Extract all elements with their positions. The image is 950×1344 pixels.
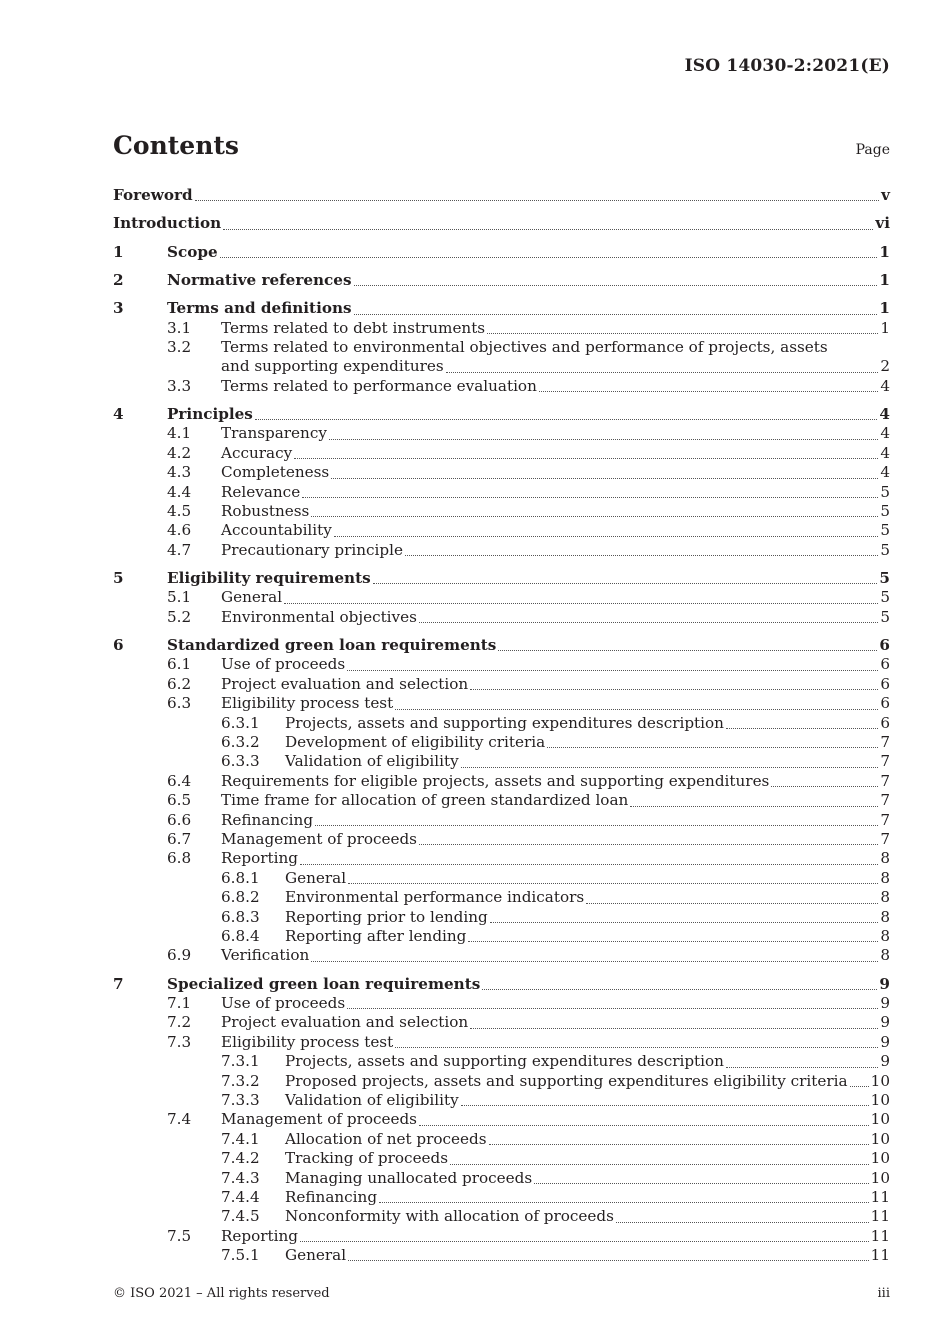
toc-entry-title: Eligibility process test — [221, 1032, 394, 1051]
toc-entry-page: 6 — [880, 713, 890, 732]
toc-entry-number: 6.5 — [167, 791, 192, 810]
dot-leader — [395, 709, 878, 710]
toc-entry-page: 1 — [879, 242, 890, 261]
toc-entry-number: 5.1 — [167, 588, 192, 607]
toc-entry-number: 7.3 — [167, 1032, 192, 1051]
dot-leader — [539, 391, 878, 392]
toc-entry-number: 7.2 — [167, 1013, 192, 1032]
toc-entry[interactable] — [113, 791, 890, 810]
toc-entry-title: Transparency — [221, 424, 327, 443]
toc-entry-number: 7.4 — [167, 1110, 192, 1129]
toc-entry-page: 9 — [880, 1032, 890, 1051]
toc-entry-number: 2 — [113, 270, 124, 289]
toc-entry-page: 7 — [880, 829, 890, 848]
toc-entry[interactable] — [113, 319, 890, 338]
toc-entry-title: Refinancing — [285, 1187, 378, 1206]
toc-entry-title: Reporting — [221, 1226, 299, 1245]
toc-entry-page: 11 — [870, 1207, 890, 1226]
toc-entry[interactable] — [113, 1227, 890, 1246]
toc-entry-title: Environmental objectives — [221, 607, 417, 626]
toc-entry-number: 4.4 — [167, 482, 192, 501]
toc-entry-title: Eligibility requirements — [167, 569, 371, 587]
toc-entry[interactable] — [113, 733, 890, 752]
toc-entry-title: Completeness — [221, 463, 330, 482]
toc-entry-number: 6.8.3 — [221, 907, 260, 926]
toc-entry[interactable] — [113, 811, 890, 830]
dot-leader — [850, 1086, 869, 1087]
toc-entry[interactable] — [113, 1169, 890, 1188]
toc-entry-title: Terms related to environmental objectives and performance of projects, assets — [221, 337, 828, 356]
dot-leader — [405, 555, 878, 556]
toc-entry[interactable] — [113, 869, 890, 888]
toc-entry-number: 6.1 — [167, 655, 192, 674]
dot-leader — [482, 989, 877, 990]
toc-entry[interactable] — [113, 483, 890, 502]
toc-entry-number: 7.4.4 — [221, 1187, 260, 1206]
toc-entry-page: 8 — [880, 868, 890, 887]
toc-entry[interactable] — [113, 1013, 890, 1032]
toc-entry-page: 8 — [880, 926, 890, 945]
toc-entry-title: General — [285, 1246, 347, 1265]
dot-leader — [489, 1144, 869, 1145]
toc-entry-title: Project evaluation and selection — [221, 674, 469, 693]
toc-entry-page: 1 — [879, 299, 890, 318]
toc-entry-page: 6 — [879, 636, 890, 655]
toc-entry[interactable] — [113, 502, 890, 521]
toc-entry-number: 7.3.3 — [221, 1090, 260, 1109]
toc-entry-page: vi — [875, 214, 890, 233]
dot-leader — [195, 200, 880, 201]
toc-entry-title: Principles — [167, 404, 253, 423]
toc-entry-page: 7 — [880, 771, 890, 790]
toc-entry-title: Nonconformity with allocation of proceeds — [285, 1207, 614, 1226]
toc-entry-number: 3.3 — [167, 376, 192, 395]
toc-entry-title: Reporting prior to lending — [285, 907, 488, 926]
dot-leader — [255, 419, 878, 420]
toc-entry-page: v — [881, 186, 890, 204]
toc-entry[interactable] — [113, 1246, 890, 1265]
toc-entry[interactable] — [113, 405, 890, 424]
toc-entry-title: Validation of eligibility — [285, 1090, 459, 1109]
toc-entry-page: 6 — [880, 674, 890, 693]
toc-entry-page: 7 — [880, 810, 890, 829]
toc-entry[interactable] — [113, 655, 890, 674]
toc-entry-title: Normative references — [167, 270, 352, 289]
toc-entry-title: General — [221, 588, 283, 607]
toc-entry-number: 4.3 — [167, 463, 192, 482]
toc-entry-page: 8 — [880, 888, 890, 907]
toc-entry-number: 6.8 — [167, 849, 192, 868]
toc-entry-title: Managing unallocated proceeds — [285, 1168, 533, 1187]
toc-entry[interactable] — [113, 994, 890, 1013]
toc-entry[interactable] — [113, 908, 890, 927]
toc-entry-page: 7 — [880, 733, 890, 752]
toc-entry[interactable] — [113, 830, 890, 849]
toc-entry-title: Terms and definitions — [167, 299, 352, 318]
dot-leader — [586, 903, 878, 904]
dot-leader — [470, 1028, 878, 1029]
dot-leader — [419, 844, 878, 845]
dot-leader — [347, 670, 878, 671]
toc-entry-title: Scope — [167, 242, 218, 261]
toc-entry-number: 7.1 — [167, 993, 192, 1012]
toc-entry[interactable] — [113, 675, 890, 694]
toc-entry-page: 7 — [880, 791, 890, 810]
toc-entry-number: 6.3.2 — [221, 733, 260, 752]
toc-entry-page: 9 — [880, 1052, 890, 1071]
toc-entry[interactable] — [113, 752, 890, 771]
toc-entry-number: 7.3.1 — [221, 1052, 260, 1071]
toc-entry[interactable] — [113, 588, 890, 607]
toc-entry[interactable] — [113, 271, 890, 290]
dot-leader — [300, 1241, 869, 1242]
toc-entry-number: 6.9 — [167, 946, 192, 965]
toc-entry[interactable] — [113, 1149, 890, 1168]
toc-entry[interactable] — [113, 888, 890, 907]
toc-entry-number: 6.8.4 — [221, 926, 260, 945]
toc-entry-title: Validation of eligibility — [285, 752, 459, 771]
toc-entry-number: 3.2 — [167, 337, 192, 356]
toc-entry-number: 4 — [113, 404, 124, 423]
toc-entry-title: Requirements for eligible projects, assets and supporting expenditures — [221, 771, 770, 790]
toc-entry[interactable] — [113, 521, 890, 540]
toc-entry-number: 7.4.2 — [221, 1149, 260, 1168]
toc-entry[interactable] — [113, 849, 890, 868]
toc-entry-number: 1 — [113, 242, 124, 261]
toc-entry-title: Management of proceeds — [221, 829, 417, 848]
dot-leader — [220, 257, 878, 258]
toc-entry-page: 9 — [880, 993, 890, 1012]
dot-leader — [373, 583, 878, 584]
dot-leader — [300, 864, 878, 865]
toc-entry[interactable] — [113, 1188, 890, 1207]
dot-leader — [419, 1125, 869, 1126]
toc-entry-title: Environmental performance indicators — [285, 888, 585, 907]
toc-entry-title: General — [285, 868, 347, 887]
toc-entry[interactable] — [113, 1091, 890, 1110]
toc-entry-title: Eligibility process test — [221, 694, 394, 713]
toc-entry[interactable] — [113, 186, 890, 205]
dot-leader — [461, 767, 879, 768]
toc-entry-number: 7.5 — [167, 1226, 192, 1245]
toc-entry-page: 8 — [880, 907, 890, 926]
toc-entry-page: 10 — [870, 1129, 890, 1148]
toc-entry-number: 4.6 — [167, 521, 192, 540]
toc-entry[interactable] — [113, 463, 890, 482]
toc-entry-page: 5 — [880, 482, 890, 501]
toc-entry[interactable] — [113, 714, 890, 733]
toc-entry-title: Precautionary principle — [221, 540, 403, 559]
toc-entry-page: 4 — [879, 404, 890, 423]
toc-entry-number: 6.6 — [167, 810, 192, 829]
toc-entry-title: Specialized green loan requirements — [167, 974, 481, 993]
toc-entry-page: 11 — [870, 1246, 890, 1265]
dot-leader — [547, 747, 878, 748]
document-id: ISO 14030-2:2021(E) — [684, 56, 890, 76]
table-of-contents — [113, 186, 890, 1265]
dot-leader — [331, 478, 878, 479]
dot-leader — [395, 1047, 878, 1048]
toc-entry[interactable] — [113, 1072, 890, 1091]
toc-entry-number: 6.7 — [167, 829, 192, 848]
toc-entry-page: 9 — [879, 974, 890, 993]
dot-leader — [223, 229, 873, 230]
toc-entry-title: Use of proceeds — [221, 993, 346, 1012]
toc-entry[interactable] — [113, 243, 890, 262]
toc-entry-number: 6.3 — [167, 694, 192, 713]
toc-entry-title: Terms related to performance evaluation — [221, 376, 537, 395]
toc-entry-title: Accuracy — [221, 443, 293, 462]
toc-entry-number: 5 — [113, 569, 124, 587]
toc-entry-number: 7 — [113, 974, 124, 993]
dot-leader — [470, 689, 878, 690]
toc-entry[interactable] — [113, 569, 890, 588]
toc-entry-number: 4.2 — [167, 443, 192, 462]
toc-entry-number: 7.4.1 — [221, 1129, 260, 1148]
dot-leader — [311, 516, 878, 517]
toc-entry-title: Introduction — [113, 214, 222, 233]
toc-entry-title: Allocation of net proceeds — [285, 1129, 487, 1148]
toc-entry[interactable] — [113, 1130, 890, 1149]
dot-leader — [302, 497, 878, 498]
dot-leader — [348, 883, 878, 884]
toc-entry[interactable] — [113, 1052, 890, 1071]
dot-leader — [329, 439, 878, 440]
dot-leader — [354, 285, 878, 286]
toc-entry[interactable] — [113, 424, 890, 443]
toc-entry-title: Tracking of proceeds — [285, 1149, 449, 1168]
toc-entry-title: Verification — [221, 946, 310, 965]
toc-entry-title: Management of proceeds — [221, 1110, 417, 1129]
toc-entry-number: 6.8.2 — [221, 888, 260, 907]
dot-leader — [311, 961, 878, 962]
toc-entry-number: 7.4.5 — [221, 1207, 260, 1226]
toc-entry-title: Standardized green loan requirements — [167, 636, 497, 655]
toc-entry-number: 6 — [113, 636, 124, 655]
toc-entry-page: 10 — [870, 1149, 890, 1168]
toc-entry[interactable] — [113, 608, 890, 627]
toc-entry[interactable] — [113, 946, 890, 965]
toc-entry-page: 1 — [879, 270, 890, 289]
toc-entry-page: 5 — [880, 521, 890, 540]
dot-leader — [468, 941, 878, 942]
dot-leader — [419, 622, 878, 623]
toc-entry-page: 4 — [880, 376, 890, 395]
toc-entry-page: 11 — [870, 1187, 890, 1206]
toc-entry-page: 9 — [880, 1013, 890, 1032]
toc-entry-title: Project evaluation and selection — [221, 1013, 469, 1032]
toc-entry[interactable] — [113, 338, 890, 377]
toc-entry-title: Proposed projects, assets and supporting expenditures eligibility criteria — [285, 1071, 848, 1090]
toc-entry-page: 5 — [880, 588, 890, 607]
toc-entry-number: 7.4.3 — [221, 1168, 260, 1187]
toc-entry-page: 7 — [880, 752, 890, 771]
toc-entry-page: 5 — [880, 540, 890, 559]
dot-leader — [498, 650, 877, 651]
toc-entry-page: 1 — [880, 318, 890, 337]
toc-entry-page: 4 — [880, 424, 890, 443]
toc-entry-title-continued: and supporting expenditures — [221, 357, 444, 376]
toc-entry-page: 2 — [880, 357, 890, 376]
dot-leader — [284, 603, 878, 604]
toc-entry-number: 6.3.1 — [221, 713, 260, 732]
toc-entry[interactable] — [113, 772, 890, 791]
toc-entry-title: Development of eligibility criteria — [285, 733, 546, 752]
toc-entry-number: 4.7 — [167, 540, 192, 559]
toc-entry-number: 7.5.1 — [221, 1246, 260, 1265]
toc-entry[interactable] — [113, 541, 890, 560]
toc-entry-page: 5 — [880, 501, 890, 520]
toc-entry-page: 8 — [880, 849, 890, 868]
toc-entry-page: 8 — [880, 946, 890, 965]
toc-entry[interactable] — [113, 214, 890, 233]
toc-entry-page: 11 — [870, 1226, 890, 1245]
toc-entry-number: 6.8.1 — [221, 868, 260, 887]
toc-entry[interactable] — [113, 975, 890, 994]
dot-leader — [348, 1260, 869, 1261]
toc-entry[interactable] — [113, 636, 890, 655]
toc-entry[interactable] — [113, 299, 890, 318]
dot-leader — [630, 806, 878, 807]
toc-entry-title: Time frame for allocation of green standardized loan — [221, 791, 629, 810]
dot-leader — [461, 1105, 869, 1106]
toc-entry-title: Robustness — [221, 501, 310, 520]
page-number: iii — [877, 1286, 890, 1301]
toc-entry-page: 5 — [880, 607, 890, 626]
dot-leader — [534, 1183, 869, 1184]
toc-entry-number: 7.3.2 — [221, 1071, 260, 1090]
toc-entry[interactable] — [113, 1207, 890, 1226]
dot-leader — [726, 728, 878, 729]
toc-entry-page: 5 — [879, 569, 890, 587]
dot-leader — [726, 1067, 878, 1068]
toc-entry-title: Projects, assets and supporting expenditures description — [285, 1052, 724, 1071]
toc-entry-page: 6 — [880, 655, 890, 674]
toc-entry-number: 6.4 — [167, 771, 192, 790]
page-title: Contents — [113, 131, 240, 160]
toc-entry-number: 5.2 — [167, 607, 192, 626]
page-column-label: Page — [855, 142, 890, 158]
toc-entry-page: 10 — [870, 1168, 890, 1187]
toc-entry-title: Reporting after lending — [285, 926, 467, 945]
toc-entry[interactable] — [113, 1110, 890, 1129]
toc-entry-title: Terms related to debt instruments — [221, 318, 486, 337]
copyright-notice: © ISO 2021 – All rights reserved — [113, 1286, 330, 1301]
dot-leader — [294, 458, 878, 459]
toc-entry-number: 4.5 — [167, 501, 192, 520]
dot-leader — [379, 1202, 869, 1203]
toc-entry-title: Relevance — [221, 482, 301, 501]
toc-entry-title: Foreword — [113, 186, 193, 204]
toc-entry-page: 10 — [870, 1071, 890, 1090]
toc-entry-page: 10 — [870, 1110, 890, 1129]
toc-entry-page: 4 — [880, 463, 890, 482]
toc-entry[interactable] — [113, 1033, 890, 1052]
toc-entry-title: Projects, assets and supporting expenditures description — [285, 713, 724, 732]
toc-entry-page: 4 — [880, 443, 890, 462]
toc-entry[interactable] — [113, 377, 890, 396]
dot-leader — [771, 786, 878, 787]
toc-entry-number: 6.3.3 — [221, 752, 260, 771]
dot-leader — [450, 1164, 869, 1165]
dot-leader — [334, 536, 879, 537]
toc-entry-number: 3.1 — [167, 318, 192, 337]
toc-entry[interactable] — [113, 694, 890, 713]
toc-entry-page: 6 — [880, 694, 890, 713]
toc-entry-title: Use of proceeds — [221, 655, 346, 674]
toc-entry-title: Accountability — [221, 521, 332, 540]
toc-entry-page: 10 — [870, 1090, 890, 1109]
toc-entry-number: 3 — [113, 299, 124, 318]
dot-leader — [347, 1008, 878, 1009]
toc-entry-number: 6.2 — [167, 674, 192, 693]
dot-leader — [354, 314, 878, 315]
dot-leader — [487, 333, 878, 334]
dot-leader — [616, 1222, 869, 1223]
dot-leader — [315, 825, 878, 826]
toc-entry-title: Reporting — [221, 849, 299, 868]
toc-entry-title: Refinancing — [221, 810, 314, 829]
toc-entry[interactable] — [113, 444, 890, 463]
dot-leader — [490, 922, 879, 923]
toc-entry-number: 4.1 — [167, 424, 192, 443]
toc-entry[interactable] — [113, 927, 890, 946]
dot-leader — [446, 372, 879, 373]
